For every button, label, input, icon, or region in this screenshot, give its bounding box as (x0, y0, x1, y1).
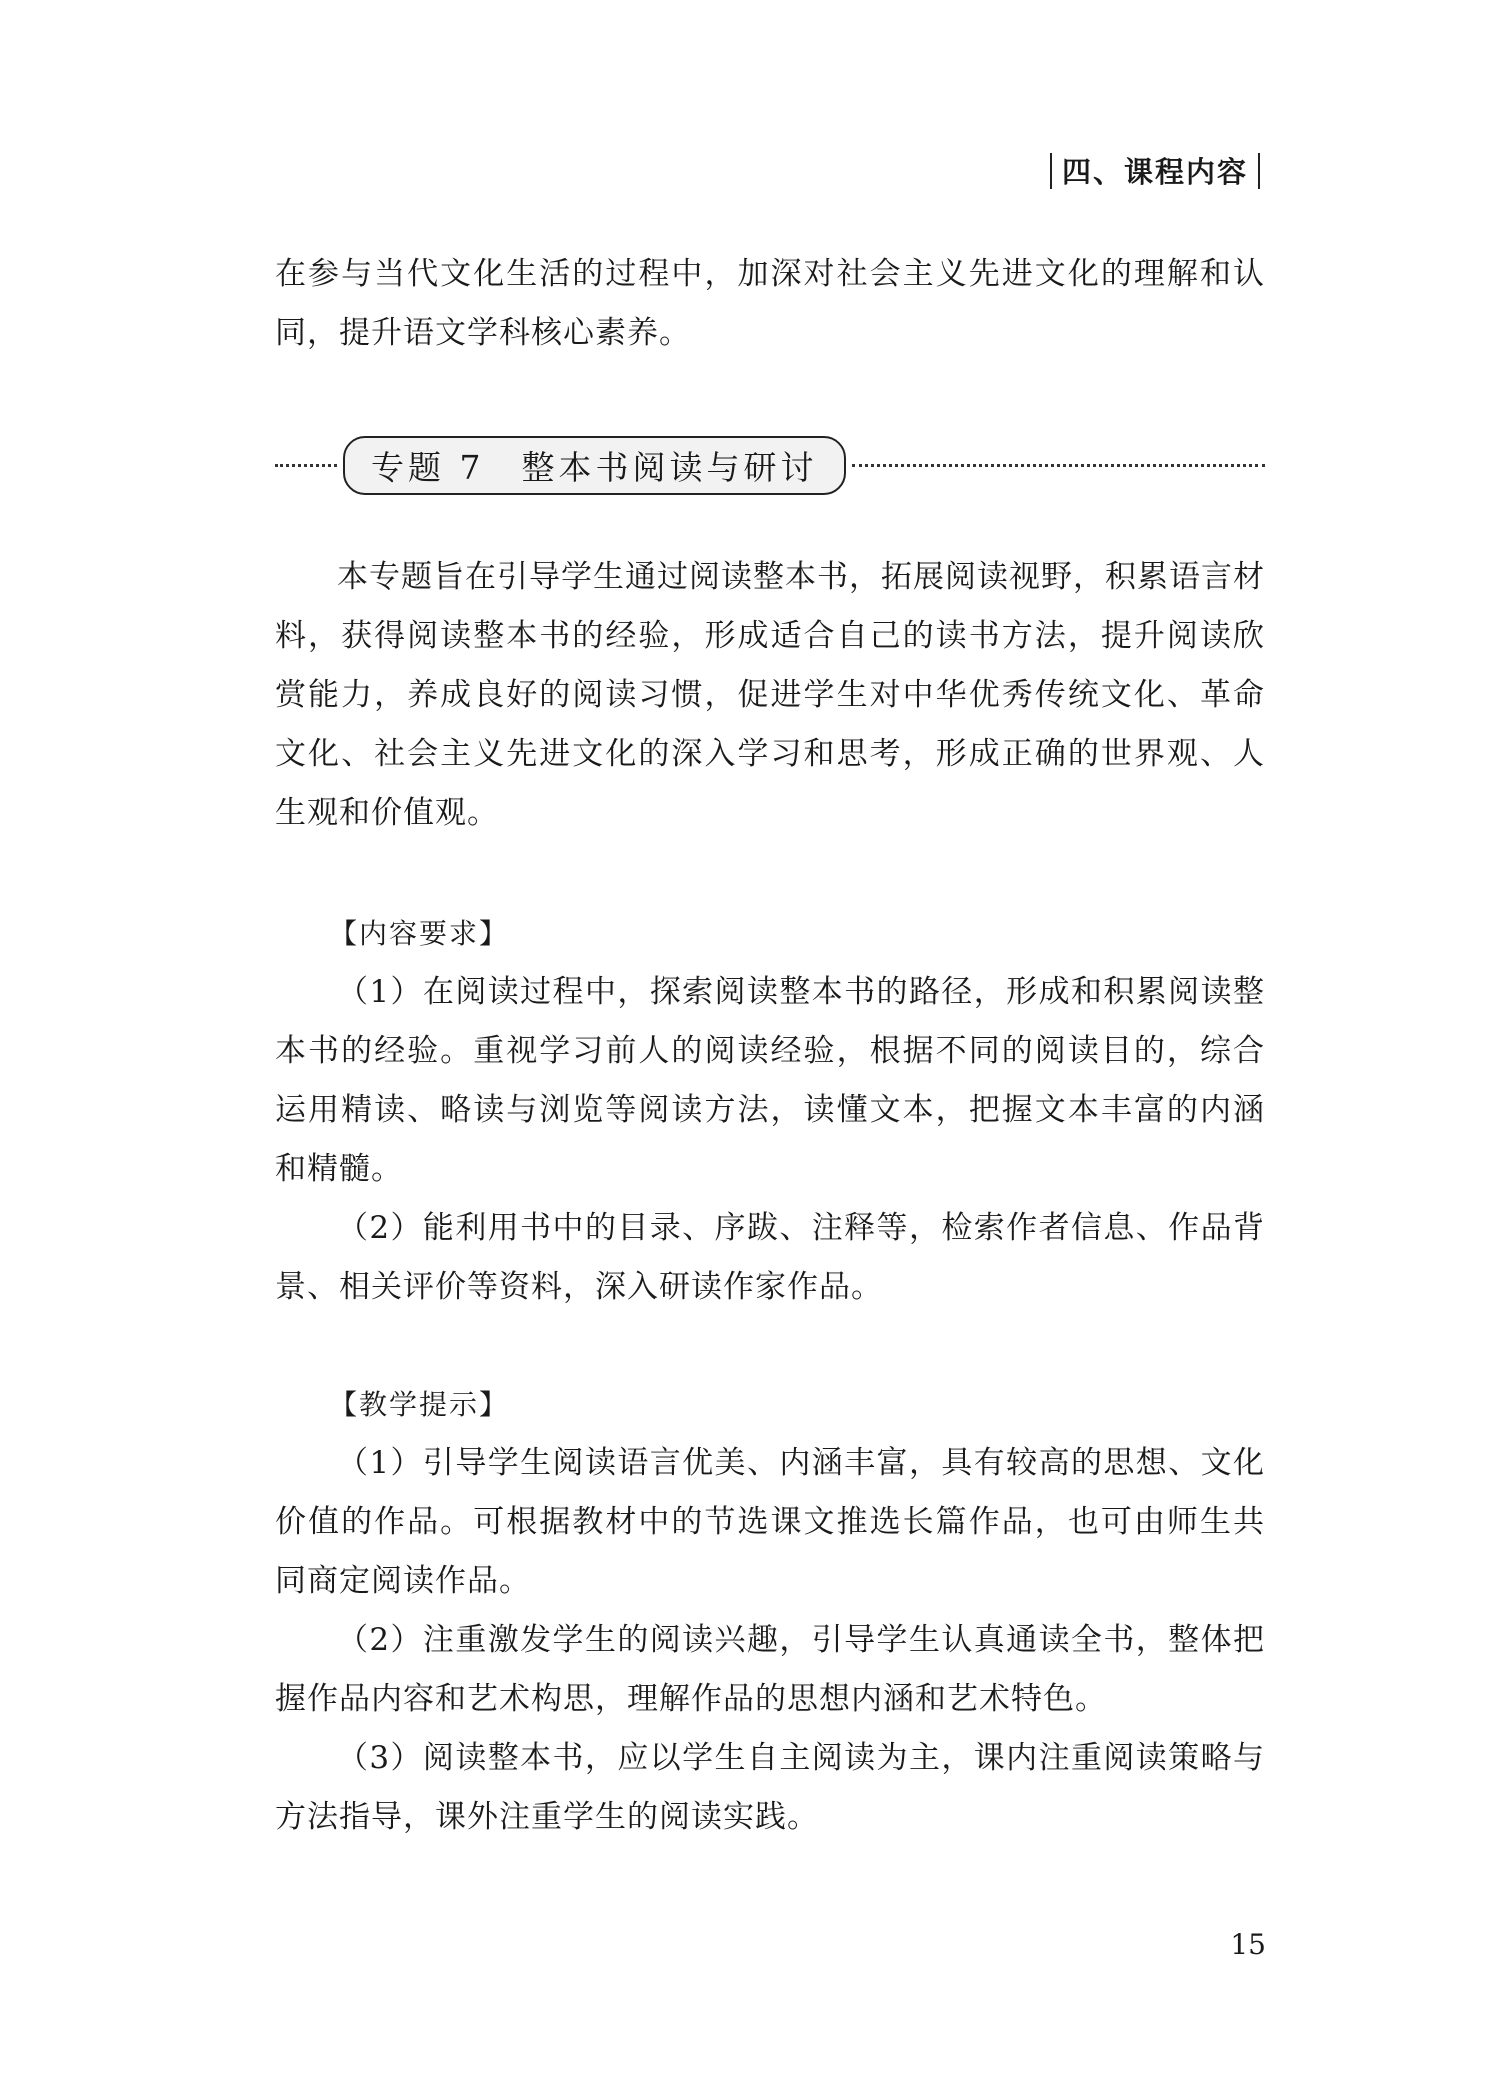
content-requirement-item-2: （2）能利用书中的目录、序跋、注释等，检索作者信息、作品背景、相关评价等资料，深入研读作家作品。 (275, 1210, 1265, 1305)
teaching-tip-item-2: （2）注重激发学生的阅读兴趣，引导学生认真通读全书，整体把握作品内容和艺术构思，理解作品的思想内涵和艺术特色。 (275, 1622, 1265, 1717)
topic-title: 专题 7 整本书阅读与研讨 (343, 436, 846, 495)
page-number: 15 (1230, 1928, 1266, 1961)
teaching-tip-item-3: （3）阅读整本书，应以学生自主阅读为主，课内注重阅读策略与方法指导，课外注重学生的阅读实践。 (275, 1740, 1265, 1835)
teaching-tip-item-1: （1）引导学生阅读语言优美、内涵丰富，具有较高的思想、文化价值的作品。可根据教材中的节选课文推选长篇作品，也可由师生共同商定阅读作品。 (275, 1445, 1265, 1599)
topic-banner (275, 437, 1265, 493)
topic-description: 本专题旨在引导学生通过阅读整本书，拓展阅读视野，积累语言材料，获得阅读整本书的经验，形成适合自己的读书方法，提升阅读欣赏能力，养成良好的阅读习惯，促进学生对中华优秀传统文化、革命文化、社会主义先进文化的深入学习和思考，形成正确的世界观、人生观和价值观。 (275, 559, 1265, 831)
topic-dotted-rule-right (852, 464, 1266, 467)
running-head-left-bar (1050, 153, 1052, 189)
content-requirements-heading: 【内容要求】 (329, 917, 510, 950)
topic-dotted-rule-left (275, 464, 337, 467)
content-requirement-item-1: （1）在阅读过程中，探索阅读整本书的路径，形成和积累阅读整本书的经验。重视学习前人的阅读经验，根据不同的阅读目的，综合运用精读、略读与浏览等阅读方法，读懂文本，把握文本丰富的内涵和精髓。 (275, 974, 1265, 1187)
topic-description-block (275, 548, 1265, 843)
running-head (1040, 150, 1270, 191)
intro-block (275, 245, 1265, 363)
teaching-tips-heading: 【教学提示】 (329, 1388, 510, 1421)
running-head-text: 四、课程内容 (1061, 155, 1248, 189)
intro-paragraph: 在参与当代文化生活的过程中，加深对社会主义先进文化的理解和认同，提升语文学科核心素养。 (275, 256, 1265, 351)
content-requirements-section (275, 904, 1265, 1317)
teaching-tips-section (275, 1375, 1265, 1847)
running-head-right-bar (1258, 153, 1260, 189)
